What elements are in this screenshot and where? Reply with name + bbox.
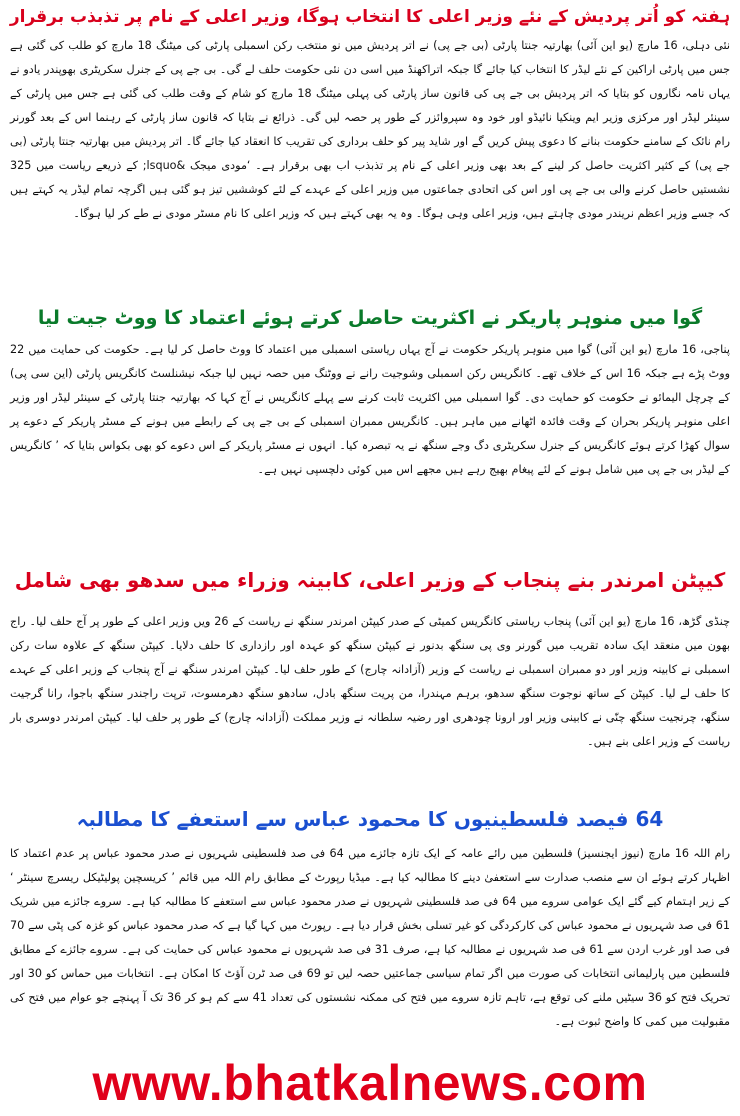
headline-punjab-cm: کیپٹن امرندر بنے پنجاب کے وزیر اعلی، کابینہ وزراء میں سدھو بھی شامل	[14, 568, 726, 592]
headline-up-cm: ہفتہ کو اُتر پردیش کے نئے وزیر اعلی کا انتخاب ہوگا، وزیر اعلی کے نام پر تذبذب برقرار	[9, 7, 731, 27]
headline-goa-vote: گوا میں منوہر پاریکر نے اکثریت حاصل کرتے ہوئے اعتماد کا ووٹ جیت لیا	[37, 307, 703, 329]
website-footer[interactable]: www.bhatkalnews.com	[92, 1055, 648, 1111]
article-body-up-cm: نئی دہلی، 16 مارچ (یو این آئی) بھارتیہ جنتا پارٹی (بی جے پی) نے اتر پردیش میں نو منتخب رکن اسمبلی پارٹی کی میٹنگ 18 مارچ کو طلب کی گئی ہے جس میں پارٹی اراکین کے نئے لیڈر کا انتخاب کیا جائے گا جبکہ اتراکھنڈ میں اسی دن نئی حکومت حلف لے گی۔ بی جے پی کے جنرل سکریٹری بھوپندر یادو نے یہاں نامہ نگاروں کو بتایا کہ اتر پردیش بی جے پی کی قانون ساز پارٹی کی پہلی میٹنگ 18 مارچ کو شام کے وقت طلب کی گئی ہے جس میں پارٹی کے سینئر لیڈر اور مرکزی وزیر ایم وینکیا نائیڈو اور خود وہ سپروائزر کے طور پر حصہ لیں گی۔ ذرائع نے بتایا کہ قانون ساز پارٹی کے رہنما اس کے بعد گورنر رام نائک کے سامنے حکومت بنانے کا دعوی پیش کریں گے اور شاید پیر کو حلف برداری کی تقریب کا انعقاد کیا جائے گا۔ اتر پردیش میں بھارتیہ جنتا پارٹی (بی جے پی) کے کثیر اکثریت حاصل کر لینے کے بعد بھی وزیر اعلی کے نام پر تذبذب اب بھی برقرار ہے۔ ‘مودی میجک &lsquo; کے ذریعے ریاست میں 325 نشستیں حاصل کرنے والی بی جے پی اور اس کی اتحادی جماعتوں میں وزیر اعلی کے عہدے کے لئے کوششیں تیز ہو گئی ہیں اگرچہ تمام لیڈر یہ کہتے ہیں کہ جسے وزیر اعظم نریندر مودی چاہتے ہیں، وزیر اعلی وہی ہوگا۔ وہ یہ بھی کہتے ہیں کہ وزیر اعلی کا نام مسٹر مودی نے طے کر لیا ہوگا۔	[10, 39, 730, 220]
headline-abbas-resign: 64 فیصد فلسطینیوں کا محمود عباس سے استعفے کا مطالبہ	[76, 807, 664, 831]
article-body-punjab-cm: چنڈی گڑھ، 16 مارچ (یو این آئی) پنجاب ریاستی کانگریس کمیٹی کے صدر کیپٹن امرندر سنگھ نے ریاست کے 26 ویں وزیر اعلی کے طور پر آج حلف لیا۔ راج بھون میں منعقد ایک سادہ تقریب میں گورنر وی پی سنگھ بدنور نے کیپٹن سنگھ کو عہدہ اور رازداری کا حلف دلایا۔ کیپٹن سنگھ کے علاوہ سات رکن اسمبلی نے کابینہ وزیر اور دو ممبران اسمبلی نے ریاست کے وزیر (آزادانہ چارج) کے طور حلف لیا۔ کیپٹن امرندر سنگھ نے آج پنجاب کے وزیر اعلی کے عہدے کا حلف لے لیا۔ کیپٹن کے ساتھ نوجوت سنگھ سدھو، برہم مہندرا، من پریت سنگھ بادل، سادھو سنگھ دھرمسوت، ترپت راجندر سنگھ باجوا، رانا گرجیت سنگھ، چرنجیت سنگھ چنّی نے کابینی وزیر اور ارونا چودھری اور رضیہ سلطانہ نے وزیر مملکت (آزادانہ چارج) کے طور پر حلف لیا۔ کیپٹن امرندر دوسری بار ریاست کے وزیر اعلی بنے ہیں۔	[10, 615, 730, 748]
article-body-abbas-resign: رام اللہ 16 مارچ (نیوز ایجنسیز) فلسطین میں رائے عامہ کے ایک تازہ جائزے میں 64 فی صد فلسطینی شہریوں نے صدر محمود عباس پر عدم اعتماد کا اظہار کرتے ہوئے ان سے منصب صدارت سے استعفیٰ دینے کا مطالبہ کیا ہے۔ میڈیا رپورٹ کے مطابق رام اللہ میں قائم ’ کریسچین پولیٹیکل ریسرچ سینٹر ‘ کے زیر اہتمام کیے گئے ایک عوامی سروے میں 64 فی صد فلسطینی شہریوں نے صدر محمود عباس سے استعفے کا مطالبہ کیا ہے۔ سروے جائزے میں شریک 61 فی صد شہریوں نے محمود عباس کی کارکردگی کو غیر تسلی بخش قرار دیا ہے۔ رپورٹ میں کہا گیا ہے کہ صدر محمود عباس کو غزہ کی پٹی سے 70 فی صد اور غرب اردن سے 61 فی صد شہریوں نے مطالبہ کیا ہے، صرف 31 فی صد شہریوں نے محمود عباس کی حمایت کی ہے۔ سروے جائزے کے مطابق فلسطین میں پارلیمانی انتخابات کی صورت میں اگر تمام سیاسی جماعتیں حصہ لیں تو 69 فی صد ٹرن آؤٹ کا امکان ہے۔ انتخابات میں حماس کو 30 اور تحریک فتح کو 36 سیٹیں ملنے کی توقع ہے، تاہم تازہ سروے میں فتح کی ممکنہ نشستوں کی تعداد 41 سے کم ہو کر 36 تک آ پہنچے جو عوام میں فتح کی مقبولیت میں کمی کا واضح ثبوت ہے۔	[10, 847, 731, 1028]
article-body-goa-vote: پناجی، 16 مارچ (یو این آئی) گوا میں منوہر پاریکر حکومت نے آج یہاں ریاستی اسمبلی میں اعتماد کا ووٹ حاصل کر لیا ہے۔ حکومت کی حمایت میں 22 ووٹ پڑے ہے جبکہ 16 اس کے خلاف تھے۔ کانگریس رکن اسمبلی وشوجیت رانے نے ووٹنگ میں حصہ نہیں لیا جبکہ نیشنلسٹ کانگریس پارٹی (این سی پی) کے چرچل الیمائو نے حکومت کو حمایت دی۔ گوا اسمبلی میں اکثریت ثابت کرنے سے پہلے کانگریس نے آج کہا کہ بھارتیہ جنتا پارٹی کے سینئر لیڈر اور وزیر اعلی منوہر پاریکر بحران کے وقت فائدہ اٹھانے میں ماہر ہیں۔ کانگریس ممبران اسمبلی کے بی جے پی کے رابطے میں ہونے کے مسٹر پاریکر کے دعوے پر سوال کھڑا کرتے ہوئے کانگریس کے جنرل سکریٹری دگ وجے سنگھ نے یہ تبصرہ کیا۔ انہوں نے مسٹر پاریکر کے اس دعوے کو بھی بکواس بتایا کہ ’ کانگریس کے لیڈر بی جے پی میں شامل ہونے کے لئے پیغام بھیج رہے ہیں مجھے اس میں کوئی دلچسپی نہیں ہے۔	[10, 343, 731, 476]
